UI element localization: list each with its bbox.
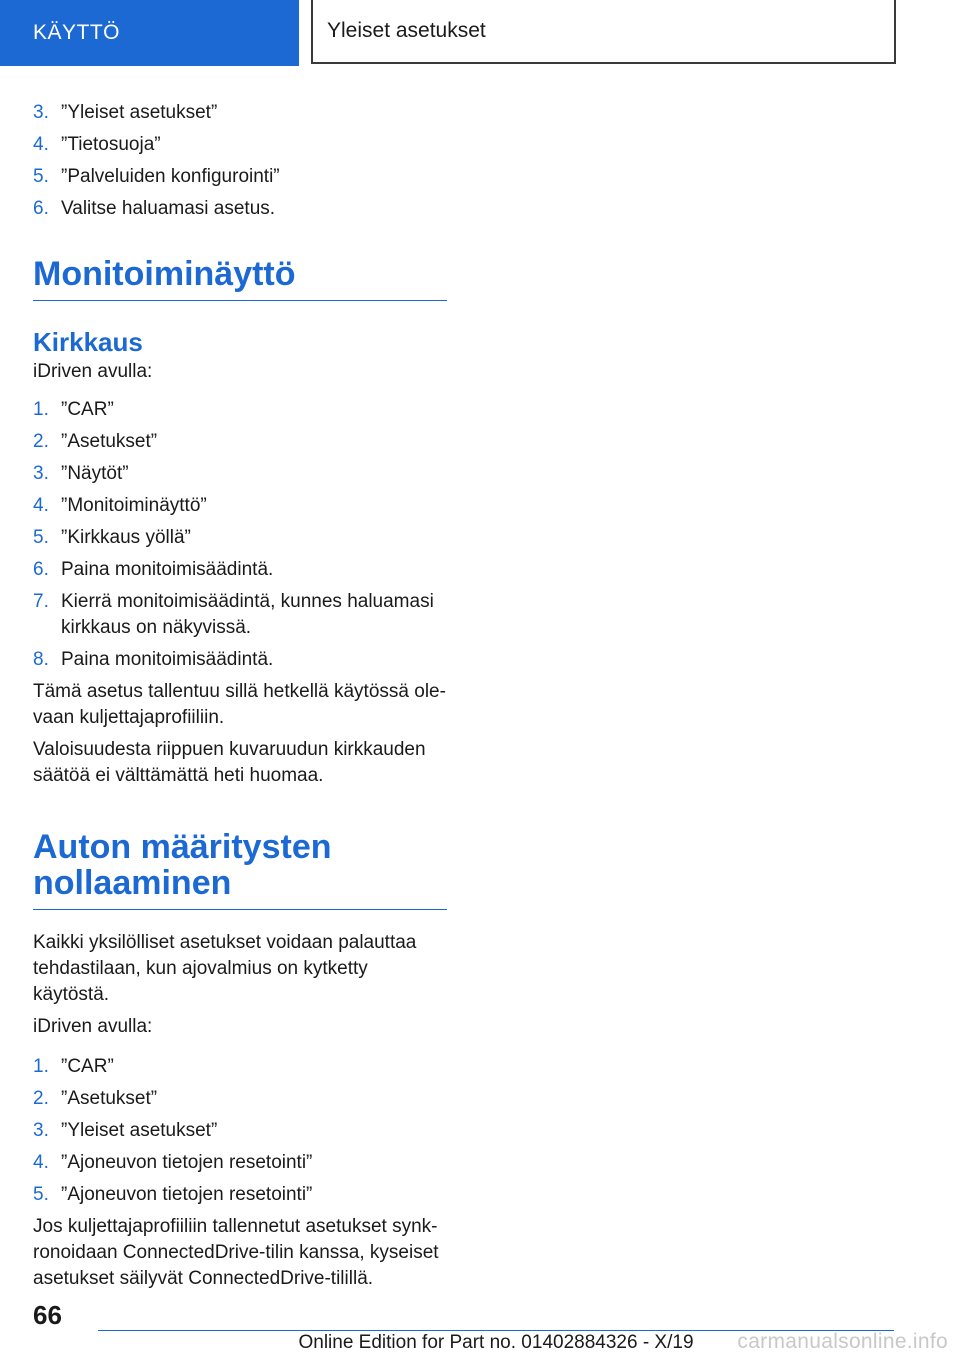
step-number: 1.	[33, 399, 49, 420]
step-number: 5.	[33, 166, 49, 187]
step-text: ”Tietosuoja”	[61, 134, 161, 155]
step-text: Valitse haluamasi asetus.	[61, 198, 276, 219]
step-text: ”Asetukset”	[61, 1088, 158, 1109]
brightness-step-list	[33, 397, 447, 673]
step-text: ”Kirkkaus yöllä”	[61, 527, 191, 548]
step-number: 3.	[33, 463, 49, 484]
step-text: ”CAR”	[61, 1056, 114, 1077]
lead-text: iDriven avulla:	[33, 1016, 153, 1037]
step-text: Kierrä monitoimisäädintä, kunnes haluamasi kirkkaus on näkyvissä.	[61, 591, 434, 638]
list-item	[33, 132, 447, 158]
list-item	[33, 397, 447, 423]
step-text: ”Asetukset”	[61, 431, 158, 452]
body-paragraph: Kaikki yksilölliset asetukset voidaan palauttaa tehdastilaan, kun ajovalmius on kytketty käytöstä.	[33, 932, 417, 1005]
lead-text: iDriven avulla:	[33, 361, 153, 382]
list-item	[33, 429, 447, 455]
body-paragraph: Tämä asetus tallentuu sillä hetkellä käytössä olevaan kuljettajaprofiiliin.	[33, 681, 446, 728]
list-item	[33, 557, 447, 583]
step-number: 6.	[33, 559, 49, 580]
list-item	[33, 1182, 447, 1208]
list-item	[33, 647, 447, 673]
step-text: ”CAR”	[61, 399, 114, 420]
list-item	[33, 589, 447, 641]
step-number: 8.	[33, 649, 49, 670]
step-text: ”Monitoiminäyttö”	[61, 495, 207, 516]
chapter-title: Yleiset asetukset	[311, 0, 896, 64]
step-text: ”Palveluiden konfigurointi”	[61, 166, 280, 187]
list-item	[33, 100, 447, 126]
list-item	[33, 164, 447, 190]
edition-text: Online Edition for Part no. 01402884326 - X/19	[298, 1332, 694, 1353]
step-number: 5.	[33, 1184, 49, 1205]
list-item	[33, 1086, 447, 1112]
step-number: 5.	[33, 527, 49, 548]
intro-step-list	[33, 100, 447, 222]
step-number: 2.	[33, 431, 49, 452]
step-number: 4.	[33, 1152, 49, 1173]
subheading-kirkkaus: Kirkkaus	[33, 327, 143, 357]
section-heading-nollaaminen: Auton määritysten nollaaminen	[33, 829, 447, 910]
step-text: ”Ajoneuvon tietojen resetointi”	[61, 1152, 313, 1173]
list-item	[33, 196, 447, 222]
step-number: 3.	[33, 102, 49, 123]
reset-step-list	[33, 1054, 447, 1208]
page-header	[0, 0, 960, 66]
page-number: 66	[33, 1300, 62, 1330]
step-number: 3.	[33, 1120, 49, 1141]
watermark: carmanualsonline.info	[737, 1330, 948, 1353]
body-paragraph: Valoisuudesta riippuen kuvaruudun kirkkauden säätöä ei välttämättä heti huomaa.	[33, 739, 426, 786]
step-text: ”Näytöt”	[61, 463, 129, 484]
list-item	[33, 1150, 447, 1176]
step-number: 7.	[33, 591, 49, 612]
step-text: Paina monitoimisäädintä.	[61, 559, 274, 580]
step-text: ”Ajoneuvon tietojen resetointi”	[61, 1184, 313, 1205]
list-item	[33, 1118, 447, 1144]
list-item	[33, 461, 447, 487]
step-text: ”Yleiset asetukset”	[61, 102, 218, 123]
step-number: 4.	[33, 495, 49, 516]
step-text: Paina monitoimisäädintä.	[61, 649, 274, 670]
page-content	[33, 100, 447, 1292]
step-text: ”Yleiset asetukset”	[61, 1120, 218, 1141]
section-tab: KÄYTTÖ	[0, 0, 299, 66]
step-number: 4.	[33, 134, 49, 155]
step-number: 1.	[33, 1056, 49, 1077]
body-paragraph: Jos kuljettajaprofiiliin tallennetut asetukset synkronoidaan ConnectedDrive-tilin kanssa, kyseiset asetukset säilyvät ConnectedDrive-tilillä.	[33, 1216, 439, 1289]
section-heading-monitoiminaytto: Monitoiminäyttö	[33, 256, 447, 301]
step-number: 6.	[33, 198, 49, 219]
list-item	[33, 525, 447, 551]
list-item	[33, 493, 447, 519]
step-number: 2.	[33, 1088, 49, 1109]
list-item	[33, 1054, 447, 1080]
